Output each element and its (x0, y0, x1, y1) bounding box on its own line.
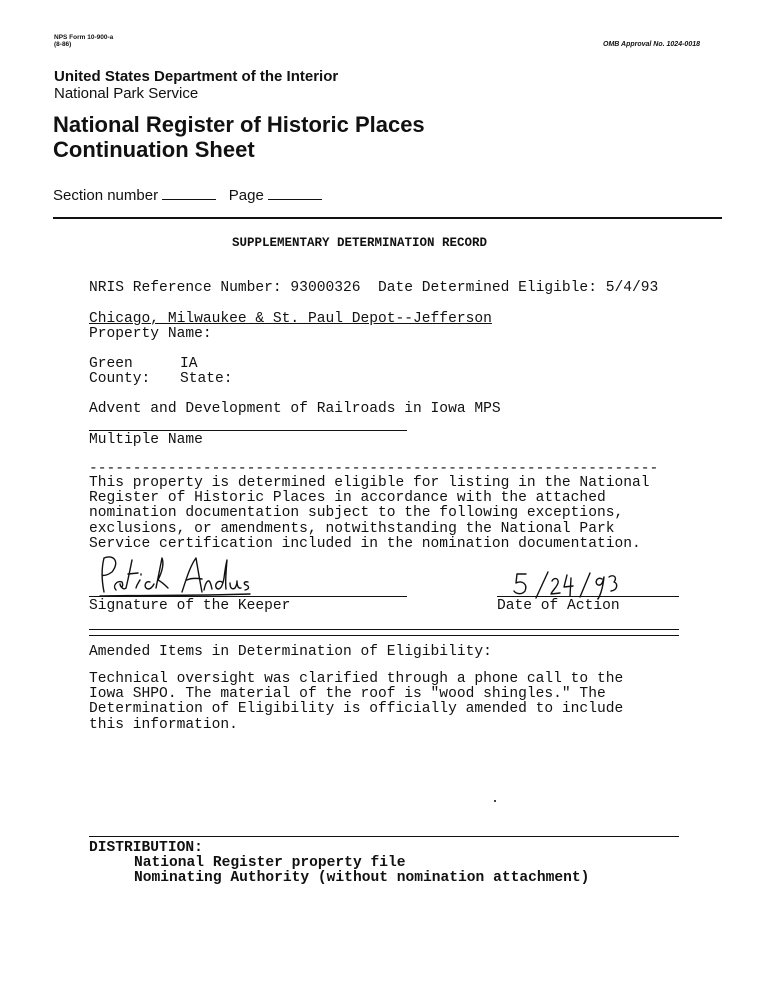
signature-rule (89, 596, 407, 597)
form-subtitle: Continuation Sheet (53, 137, 255, 162)
page-label: Page (228, 187, 264, 204)
determination-statement: This property is determined eligible for listing in the National Register of Historic Places in accordance with the attached nomination documentation subject to the following exceptions, exclusions, or amendments, notwithstanding the National Park Service certification included in the nomination documentation. (89, 475, 650, 552)
agency-name: National Park Service (54, 85, 199, 102)
omb-approval-number: OMB Approval No. 1024-0018 (603, 41, 700, 48)
multiple-name-label: Multiple Name (89, 432, 203, 448)
header-divider (53, 217, 722, 219)
date-rule (497, 596, 679, 597)
distribution-item: National Register property file (134, 855, 406, 871)
section-page-row (53, 187, 322, 204)
distribution-rule (89, 836, 679, 837)
multiple-name-rule (89, 430, 407, 431)
double-rule-separator (89, 629, 679, 636)
nris-reference-line: NRIS Reference Number: 93000326 Date Determined Eligible: 5/4/93 (89, 280, 659, 296)
form-title: National Register of Historic Places (53, 112, 425, 137)
record-title: SUPPLEMENTARY DETERMINATION RECORD (232, 236, 488, 250)
page-number-blank (268, 199, 322, 200)
distribution-heading: DISTRIBUTION: (89, 840, 203, 856)
scan-speck (494, 800, 496, 802)
section-number-label: Section number (53, 187, 159, 204)
property-name-label: Property Name: (89, 326, 212, 342)
county-label: County: (89, 371, 151, 387)
property-name-value: Chicago, Milwaukee & St. Paul Depot--Jefferson (89, 311, 492, 327)
dashed-separator: ----------------------------------------------------------------- (89, 461, 659, 477)
department-name: United States Department of the Interior (54, 68, 339, 85)
state-value: IA (180, 356, 198, 372)
section-number-blank (162, 199, 216, 200)
multiple-name-value: Advent and Development of Railroads in Iowa MPS (89, 401, 501, 417)
state-label: State: (180, 371, 233, 387)
form-number: NPS Form 10-900-a (8-86) (54, 34, 114, 48)
amended-items-heading: Amended Items in Determination of Eligibility: (89, 644, 492, 660)
date-of-action-label: Date of Action (497, 598, 620, 614)
county-value: Green (89, 356, 133, 372)
distribution-item: Nominating Authority (without nomination attachment) (134, 870, 590, 886)
signature-label: Signature of the Keeper (89, 598, 291, 614)
keeper-signature (90, 552, 280, 600)
amended-items-text: Technical oversight was clarified through a phone call to the Iowa SHPO. The material of the roof is "wood shingles." The Determination of Eligibility is officially amended to include this information. (89, 671, 624, 733)
